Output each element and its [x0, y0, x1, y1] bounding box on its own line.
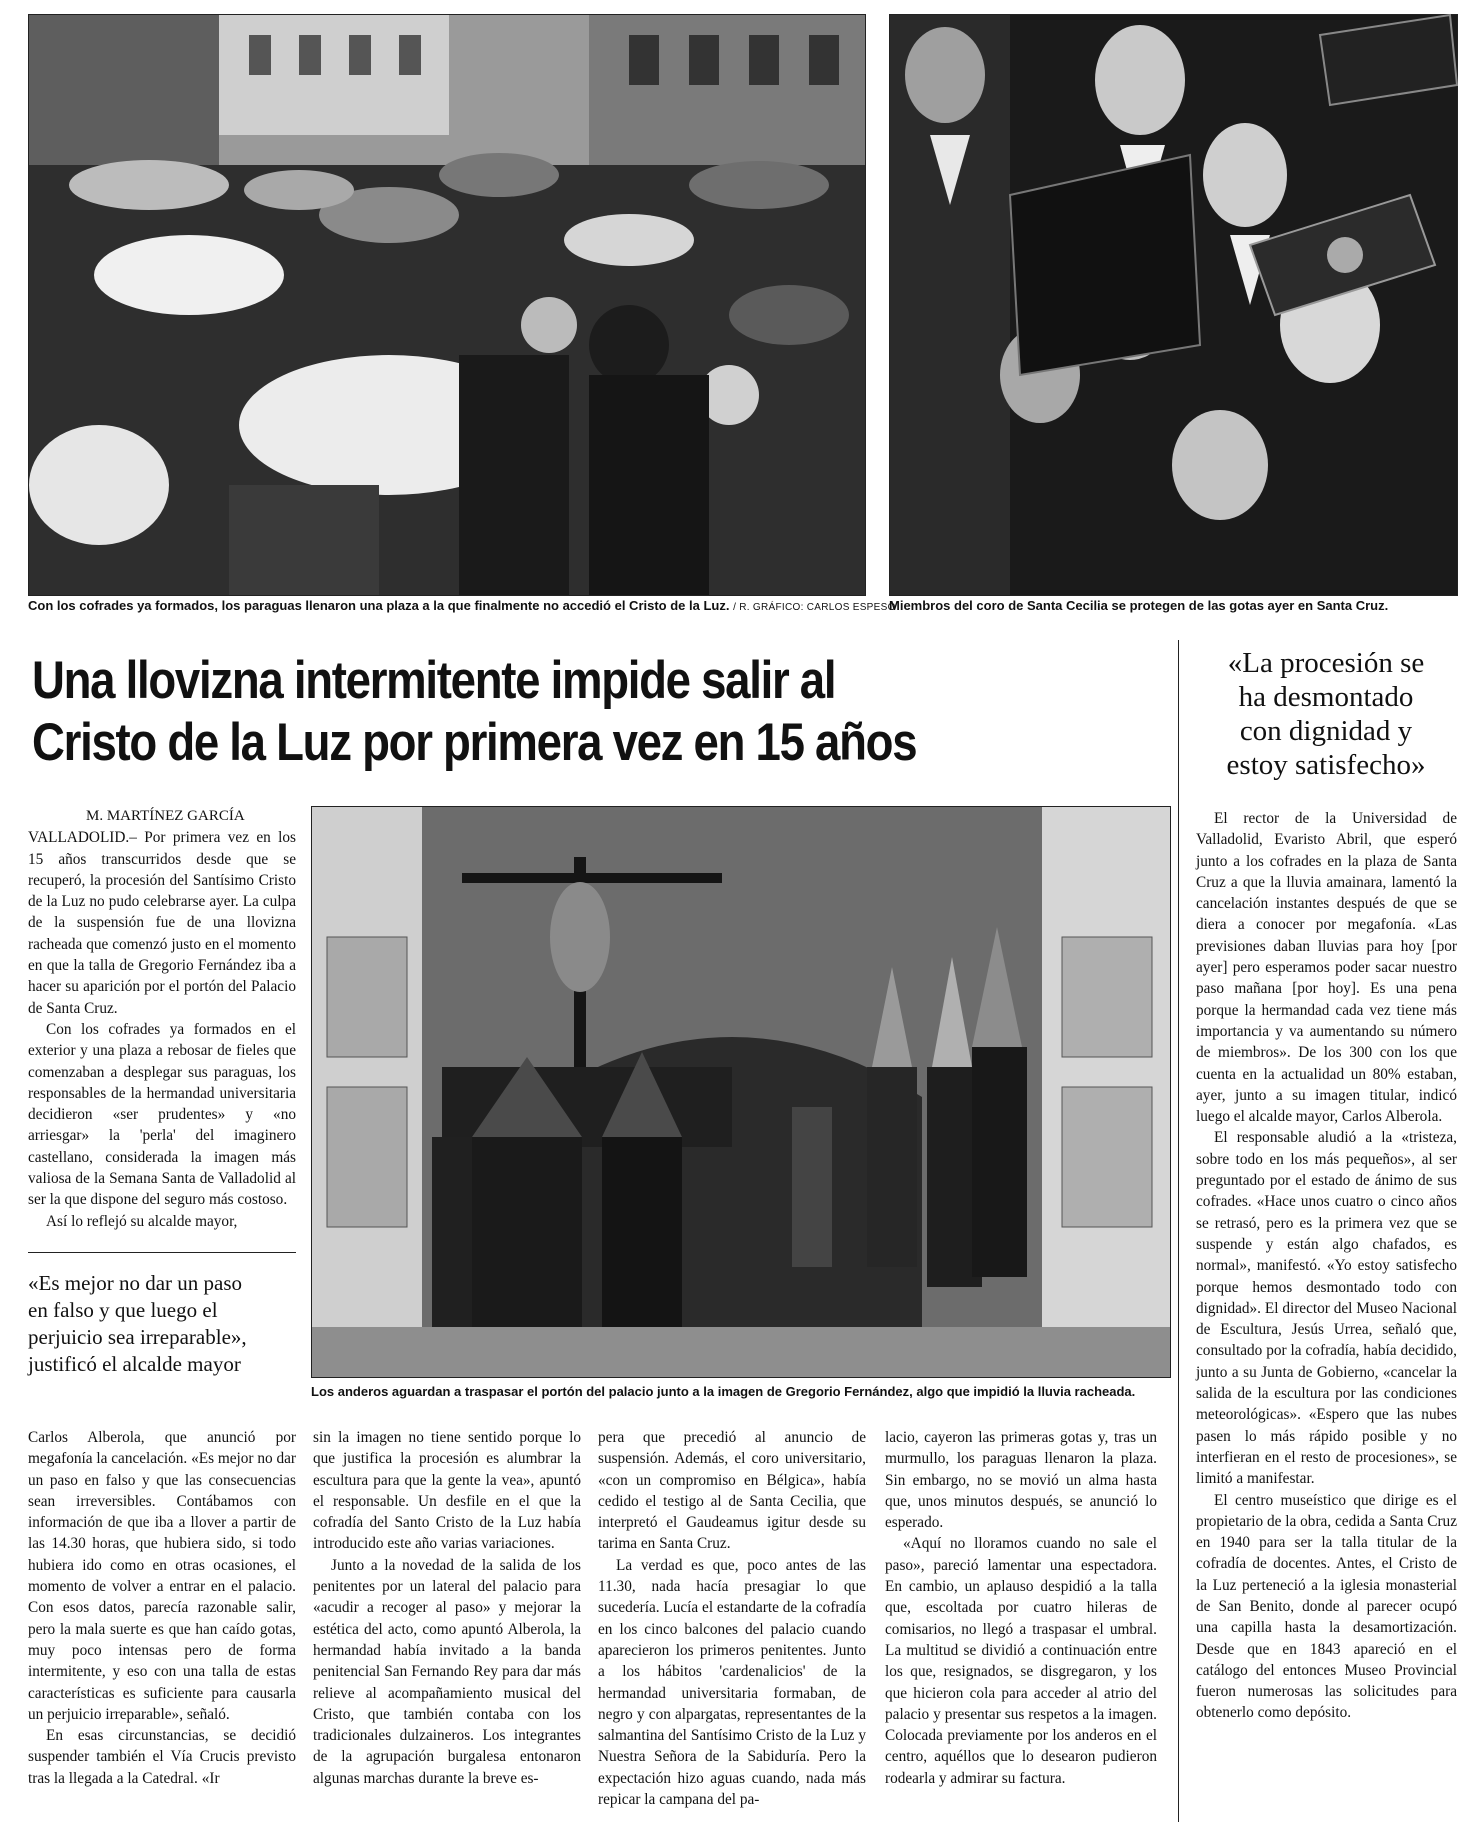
article-column-4	[885, 1427, 1157, 1827]
pull-quote-line: perjuicio sea irreparable»,	[28, 1325, 247, 1349]
sidebar-headline-line: ha desmontado	[1238, 681, 1414, 713]
pull-quote-rule	[28, 1252, 296, 1253]
paragraph: «Aquí no lloramos cuando no sale el paso», pareció lamentar una espectadora. En cambio, un aplauso despidió a la talla que, escoltada por cuatro hileras de comisarios, no llegó a traspasar el umbral. La multitud se dividió a continuación entre los que, resignados, se disgregaron, y los que hicieron cola para acceder al atrio del palacio y presentar sus respetos a la imagen. Colocada previamente por los anderos en el centro, aquéllos que lo desearon pudieron rodearla y admirar su factura.	[885, 1535, 1157, 1787]
lead-paragraph	[28, 827, 296, 1019]
paragraph: El centro museístico que dirige es el propietario de la obra, cedida a Santa Cruz en 1940 para ser la talla titular de la cofradía de docentes. Antes, el Cristo de la Luz perteneció a la iglesia monasterial de San Benito, donde al parecer ocupó una capilla hasta la desamortización. Desde que en 1843 apareció en el catálogo del entonces Museo Provincial fueron numerosas las solicitudes para obtenerlo como depósito.	[1196, 1491, 1457, 1722]
article-column-2	[313, 1427, 581, 1827]
caption-text: Con los cofrades ya formados, los paraguas llenaron una plaza a la que finalmente no accedió el Cristo de la Luz.	[28, 598, 730, 613]
paragraph: lacio, cayeron las primeras gotas y, tras un murmullo, los paraguas llenaron la plaza. Sin embargo, no se movió un alma hasta que, unos minutos después, se anunció lo esperado.	[885, 1429, 1157, 1532]
headline-line-2: Cristo de la Luz por primera vez en 15 años	[32, 713, 917, 772]
pull-quote-line: en falso y que luego el	[28, 1298, 218, 1322]
caption-text: Los anderos aguardan a traspasar el portón del palacio junto a la imagen de Gregorio Fernández, algo que impidió la lluvia racheada.	[311, 1384, 1136, 1399]
photo-choir	[889, 14, 1458, 596]
byline: M. MARTÍNEZ GARCÍA	[86, 808, 245, 824]
dateline: VALLADOLID.–	[28, 829, 137, 847]
caption-umbrellas-crowd	[28, 598, 896, 613]
pull-quote-line: «Es mejor no dar un paso	[28, 1271, 243, 1295]
paragraph: La verdad es que, poco antes de las 11.30, nada hacía presagiar lo que sucedería. Lucía el estandarte de la cofradía en los cinco balcones del palacio cuando aparecieron los primeros penitentes. Junto a los hábitos 'cardenalicios' de la hermandad universitaria formaban, de negro y con alpargatas, representantes de la salmantina del Santísimo Cristo de la Luz y Nuestra Señora de la Sabiduría. Pero la expectación hizo aguas cuando, nada más repicar la campana del pa-	[598, 1556, 866, 1809]
article-lead-column	[28, 806, 296, 1246]
photo-credit: / R. GRÁFICO: CARLOS ESPESO	[733, 602, 896, 613]
article-headline	[32, 650, 916, 774]
paragraph: En esas circunstancias, se decidió suspender también el Vía Crucis previsto tras la llegada a la Catedral. «Ir	[28, 1727, 296, 1787]
headline-line-1: Una llovizna intermitente impide salir al	[32, 651, 836, 710]
article-column-1	[28, 1427, 296, 1827]
paragraph: Junto a la novedad de la salida de los penitentes por un lateral del palacio para «acudir a recoger al paso» y mejorar la estética del acto, como apuntó Alberola, la hermandad había invitado a la banda penitencial San Fernando Rey para dar más relieve al acompañamiento musical del Cristo, que también contaba con los tradicionales dulzaineros. Los integrantes de la agrupación burgalesa entonaron algunas marchas durante la breve es-	[313, 1556, 581, 1787]
photo-procession-doorway	[311, 806, 1171, 1378]
pull-quote	[28, 1270, 308, 1378]
sidebar-headline-line: estoy satisfecho»	[1226, 749, 1426, 781]
paragraph: pera que precedió al anuncio de suspensión. Además, el coro universitario, «con un compromiso en Bélgica», había cedido el testigo al de Santa Cecilia, que interpretó el Gaudeamus igitur desde su tarima en Santa Cruz.	[598, 1429, 866, 1553]
paragraph: Carlos Alberola, que anunció por megafonía la cancelación. «Es mejor no dar un paso en falso y que las consecuencias sean irreversibles. Contábamos con información de que iba a llover a partir de las 14.30 horas, que hubiera sido, si todo hubiera ido como en otras ocasiones, el momento de volver a entrar en el palacio. Con esos datos, parecía razonable salir, pero la mala suerte es que han caído gotas, muy poco intensas pero de forma intermitente, y eso con una talla de estas características es suficiente para causarla un perjuicio irreparable», señaló.	[28, 1429, 297, 1723]
sidebar-body	[1196, 808, 1457, 1826]
lead-text: Por primera vez en los 15 años transcurridos desde que se recuperó, la procesión del Santísimo Cristo de la Luz no pudo celebrarse ayer. La culpa de la suspensión fue de una llovizna racheada que comenzó justo en el momento en que la talla de Gregorio Fernández iba a hacer su aparición por el portón del Palacio de Santa Cruz.	[28, 829, 296, 1017]
caption-choir	[889, 598, 1456, 613]
sidebar-headline-line: «La procesión se	[1227, 647, 1425, 679]
sidebar-headline	[1195, 646, 1457, 782]
paragraph: Con los cofrades ya formados en el exterior y una plaza a rebosar de fieles que comenzaban a desplegar sus paraguas, los responsables de la hermandad universitaria decidieron «ser prudentes» y «no arriesgar» la 'perla' del imaginero castellano, considerada la imagen más valiosa de la Semana Santa de Valladolid al ser la que dispone del seguro más costoso.	[28, 1020, 296, 1209]
sidebar-headline-line: con dignidad y	[1239, 715, 1413, 747]
article-column-3	[598, 1427, 866, 1827]
photo-umbrellas-crowd	[28, 14, 866, 596]
column-divider	[1178, 640, 1179, 1822]
paragraph: Así lo reflejó su alcalde mayor,	[46, 1212, 238, 1230]
pull-quote-line: justificó el alcalde mayor	[28, 1352, 241, 1376]
paragraph: El rector de la Universidad de Valladolid, Evaristo Abril, que esperó junto a los cofrades en la plaza de Santa Cruz a que la lluvia amainara, lamentó la cancelación instantes después de que se diera a conocer por megafonía. «Las previsiones daban lluvias para hoy [por ayer] pero esperamos poder sacar nuestro paso mañana [por hoy]. Es una pena porque la hermandad cada vez tiene más importancia y va aumentando su número de miembros». De los 300 con los que cuenta en la actualidad un 80% estaban, ayer, junto a su imagen titular, indicó luego el alcalde mayor, Carlos Alberola.	[1196, 810, 1457, 1126]
caption-procession-doorway	[311, 1384, 1169, 1399]
paragraph: El responsable aludió a la «tristeza, sobre todo en los más pequeños», al ser preguntado por el estado de ánimo de sus cofrades. «Hace unos cuatro o cinco años se retrasó, pero es la primera vez que se suspende y están algo chafados, es normal», manifestó. «Yo estoy satisfecho porque hemos desmontado todo con dignidad». El director del Museo Nacional de Escultura, Jesús Urrea, señaló que, consultado por la cofradía, había decidido, junto a su Junta de Gobierno, «cancelar la salida de la escultura por las condiciones meteorológicas». «Espero que las nubes pasen lo más rápido posible y no interfieran en el resto de procesiones», se limitó a manifestar.	[1196, 1129, 1457, 1488]
caption-text: Miembros del coro de Santa Cecilia se protegen de las gotas ayer en Santa Cruz.	[889, 598, 1389, 613]
paragraph: sin la imagen no tiene sentido porque lo que justifica la procesión es alumbrar la escultura para que la gente la vea», apuntó el responsable. Un desfile en el que la cofradía del Santo Cristo de la Luz había introducido este año varias variaciones.	[313, 1429, 581, 1553]
